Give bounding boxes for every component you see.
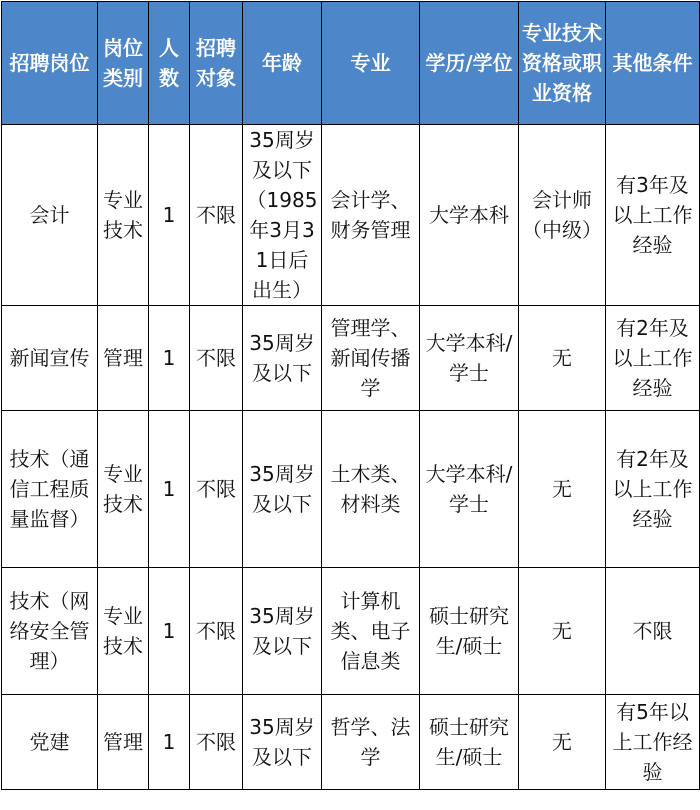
header-category: 岗位类别 <box>98 2 149 125</box>
cell-qualification: 无 <box>519 306 606 411</box>
cell-qualification: 会计师（中级） <box>519 125 606 306</box>
cell-age: 35周岁及以下 <box>243 306 322 411</box>
cell-age: 35周岁及以下 <box>243 411 322 568</box>
cell-count: 1 <box>149 411 190 568</box>
cell-position: 技术（网络安全管理） <box>2 568 98 695</box>
cell-education: 大学本科/学士 <box>420 306 519 411</box>
cell-target: 不限 <box>190 411 243 568</box>
cell-other: 有2年及以上工作经验 <box>606 306 700 411</box>
cell-category: 专业技术 <box>98 568 149 695</box>
cell-other: 有3年及以上工作经验 <box>606 125 700 306</box>
cell-education: 硕士研究生/硕士 <box>420 568 519 695</box>
cell-target: 不限 <box>190 125 243 306</box>
recruitment-table <box>1 1 700 790</box>
cell-count: 1 <box>149 306 190 411</box>
cell-position: 新闻宣传 <box>2 306 98 411</box>
table-row <box>2 695 700 790</box>
header-count: 人数 <box>149 2 190 125</box>
cell-education: 大学本科/学士 <box>420 411 519 568</box>
cell-category: 专业技术 <box>98 125 149 306</box>
cell-qualification: 无 <box>519 411 606 568</box>
table-row <box>2 568 700 695</box>
cell-category: 专业技术 <box>98 411 149 568</box>
header-qualification: 专业技术资格或职业资格 <box>519 2 606 125</box>
table-row <box>2 306 700 411</box>
cell-age: 35周岁及以下（1985年3月31日后出生） <box>243 125 322 306</box>
cell-count: 1 <box>149 568 190 695</box>
cell-target: 不限 <box>190 695 243 790</box>
cell-major: 会计学、财务管理 <box>322 125 420 306</box>
cell-age: 35周岁及以下 <box>243 695 322 790</box>
cell-education: 大学本科 <box>420 125 519 306</box>
cell-qualification: 无 <box>519 568 606 695</box>
header-position: 招聘岗位 <box>2 2 98 125</box>
header-row <box>2 2 700 125</box>
cell-major: 土木类、材料类 <box>322 411 420 568</box>
cell-position: 技术（通信工程质量监督） <box>2 411 98 568</box>
cell-other: 有2年及以上工作经验 <box>606 411 700 568</box>
header-education: 学历/学位 <box>420 2 519 125</box>
cell-major: 管理学、新闻传播学 <box>322 306 420 411</box>
cell-major: 哲学、法学 <box>322 695 420 790</box>
table-row <box>2 125 700 306</box>
header-age: 年龄 <box>243 2 322 125</box>
cell-other: 有5年以上工作经验 <box>606 695 700 790</box>
cell-count: 1 <box>149 125 190 306</box>
header-target: 招聘对象 <box>190 2 243 125</box>
cell-count: 1 <box>149 695 190 790</box>
cell-target: 不限 <box>190 306 243 411</box>
cell-target: 不限 <box>190 568 243 695</box>
cell-position: 会计 <box>2 125 98 306</box>
cell-category: 管理 <box>98 306 149 411</box>
cell-major: 计算机类、电子信息类 <box>322 568 420 695</box>
cell-position: 党建 <box>2 695 98 790</box>
cell-age: 35周岁及以下 <box>243 568 322 695</box>
header-other: 其他条件 <box>606 2 700 125</box>
table-row <box>2 411 700 568</box>
cell-category: 管理 <box>98 695 149 790</box>
cell-qualification: 无 <box>519 695 606 790</box>
cell-education: 硕士研究生/硕士 <box>420 695 519 790</box>
header-major: 专业 <box>322 2 420 125</box>
cell-other: 不限 <box>606 568 700 695</box>
